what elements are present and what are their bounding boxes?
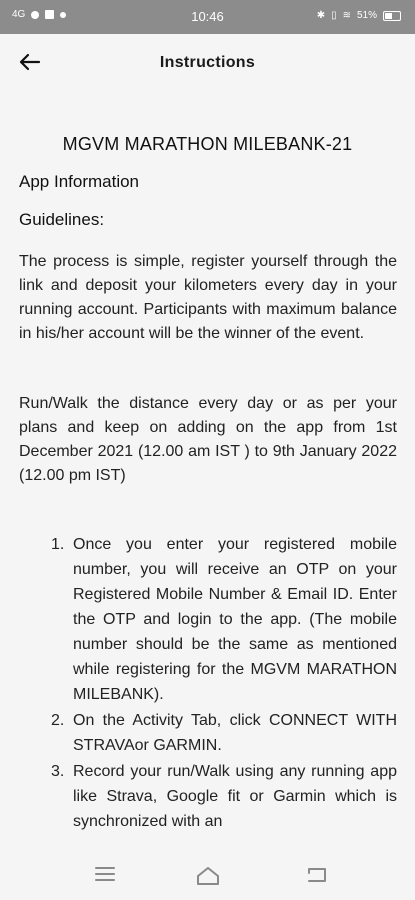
app-bar (0, 34, 415, 94)
step-text: Record your run/Walk using any running app like Strava, Google fit or Garmin which is synchronized with an (73, 763, 397, 830)
step-number: 3. (51, 763, 65, 780)
menu-nav-button[interactable] (94, 864, 118, 886)
home-nav-button[interactable] (195, 864, 219, 886)
home-icon (195, 864, 221, 886)
guidelines-heading: Guidelines: (19, 210, 105, 229)
list-item (51, 708, 397, 758)
steps-list (51, 532, 397, 835)
signal-label: 4G (12, 9, 26, 20)
status-time: 10:46 (191, 9, 224, 24)
status-bar (0, 0, 415, 34)
system-nav-bar (0, 850, 415, 900)
guidelines-paragraph-2: Run/Walk the distance every day or as per your plans and keep on adding on the app from 1st December 2021 (12.00 am IST ) to 9th January 2022 (12.00 pm IST) (19, 395, 397, 484)
app-info-heading: App Information (19, 172, 140, 191)
wifi-icon: ≋ (342, 10, 351, 21)
menu-icon (94, 864, 116, 884)
step-text: Once you enter your registered mobile number, you will receive an OTP on your Registered Mobile Number & Email ID. Enter the OTP and login to the app. (The mobile number should be the same as mentioned while registering for the MGVM MARATHON MILEBANK). (73, 536, 397, 703)
back-nav-icon (305, 864, 329, 886)
page-title: Instructions (159, 54, 256, 71)
guidelines-paragraph-1: The process is simple, register yourself through the link and deposit your kilometers every day in your running account. Participants with maximum balance in his/her account will be the winner of the event. (19, 253, 397, 342)
instructions-content[interactable] (0, 94, 415, 850)
battery-percent: 51% (356, 10, 377, 21)
step-text: On the Activity Tab, click CONNECT WITH STRAVAor GARMIN. (73, 712, 397, 754)
vibrate-icon: ▯ (331, 10, 337, 21)
list-item (51, 759, 397, 834)
step-number: 1. (51, 536, 65, 553)
status-right-icons (317, 10, 401, 21)
list-item (51, 532, 397, 707)
step-number: 2. (51, 712, 65, 729)
event-title: MGVM MARATHON MILEBANK-21 (62, 134, 353, 154)
back-nav-button[interactable] (305, 864, 329, 886)
bluetooth-icon: ✱ (316, 10, 326, 21)
battery-icon (383, 11, 401, 21)
